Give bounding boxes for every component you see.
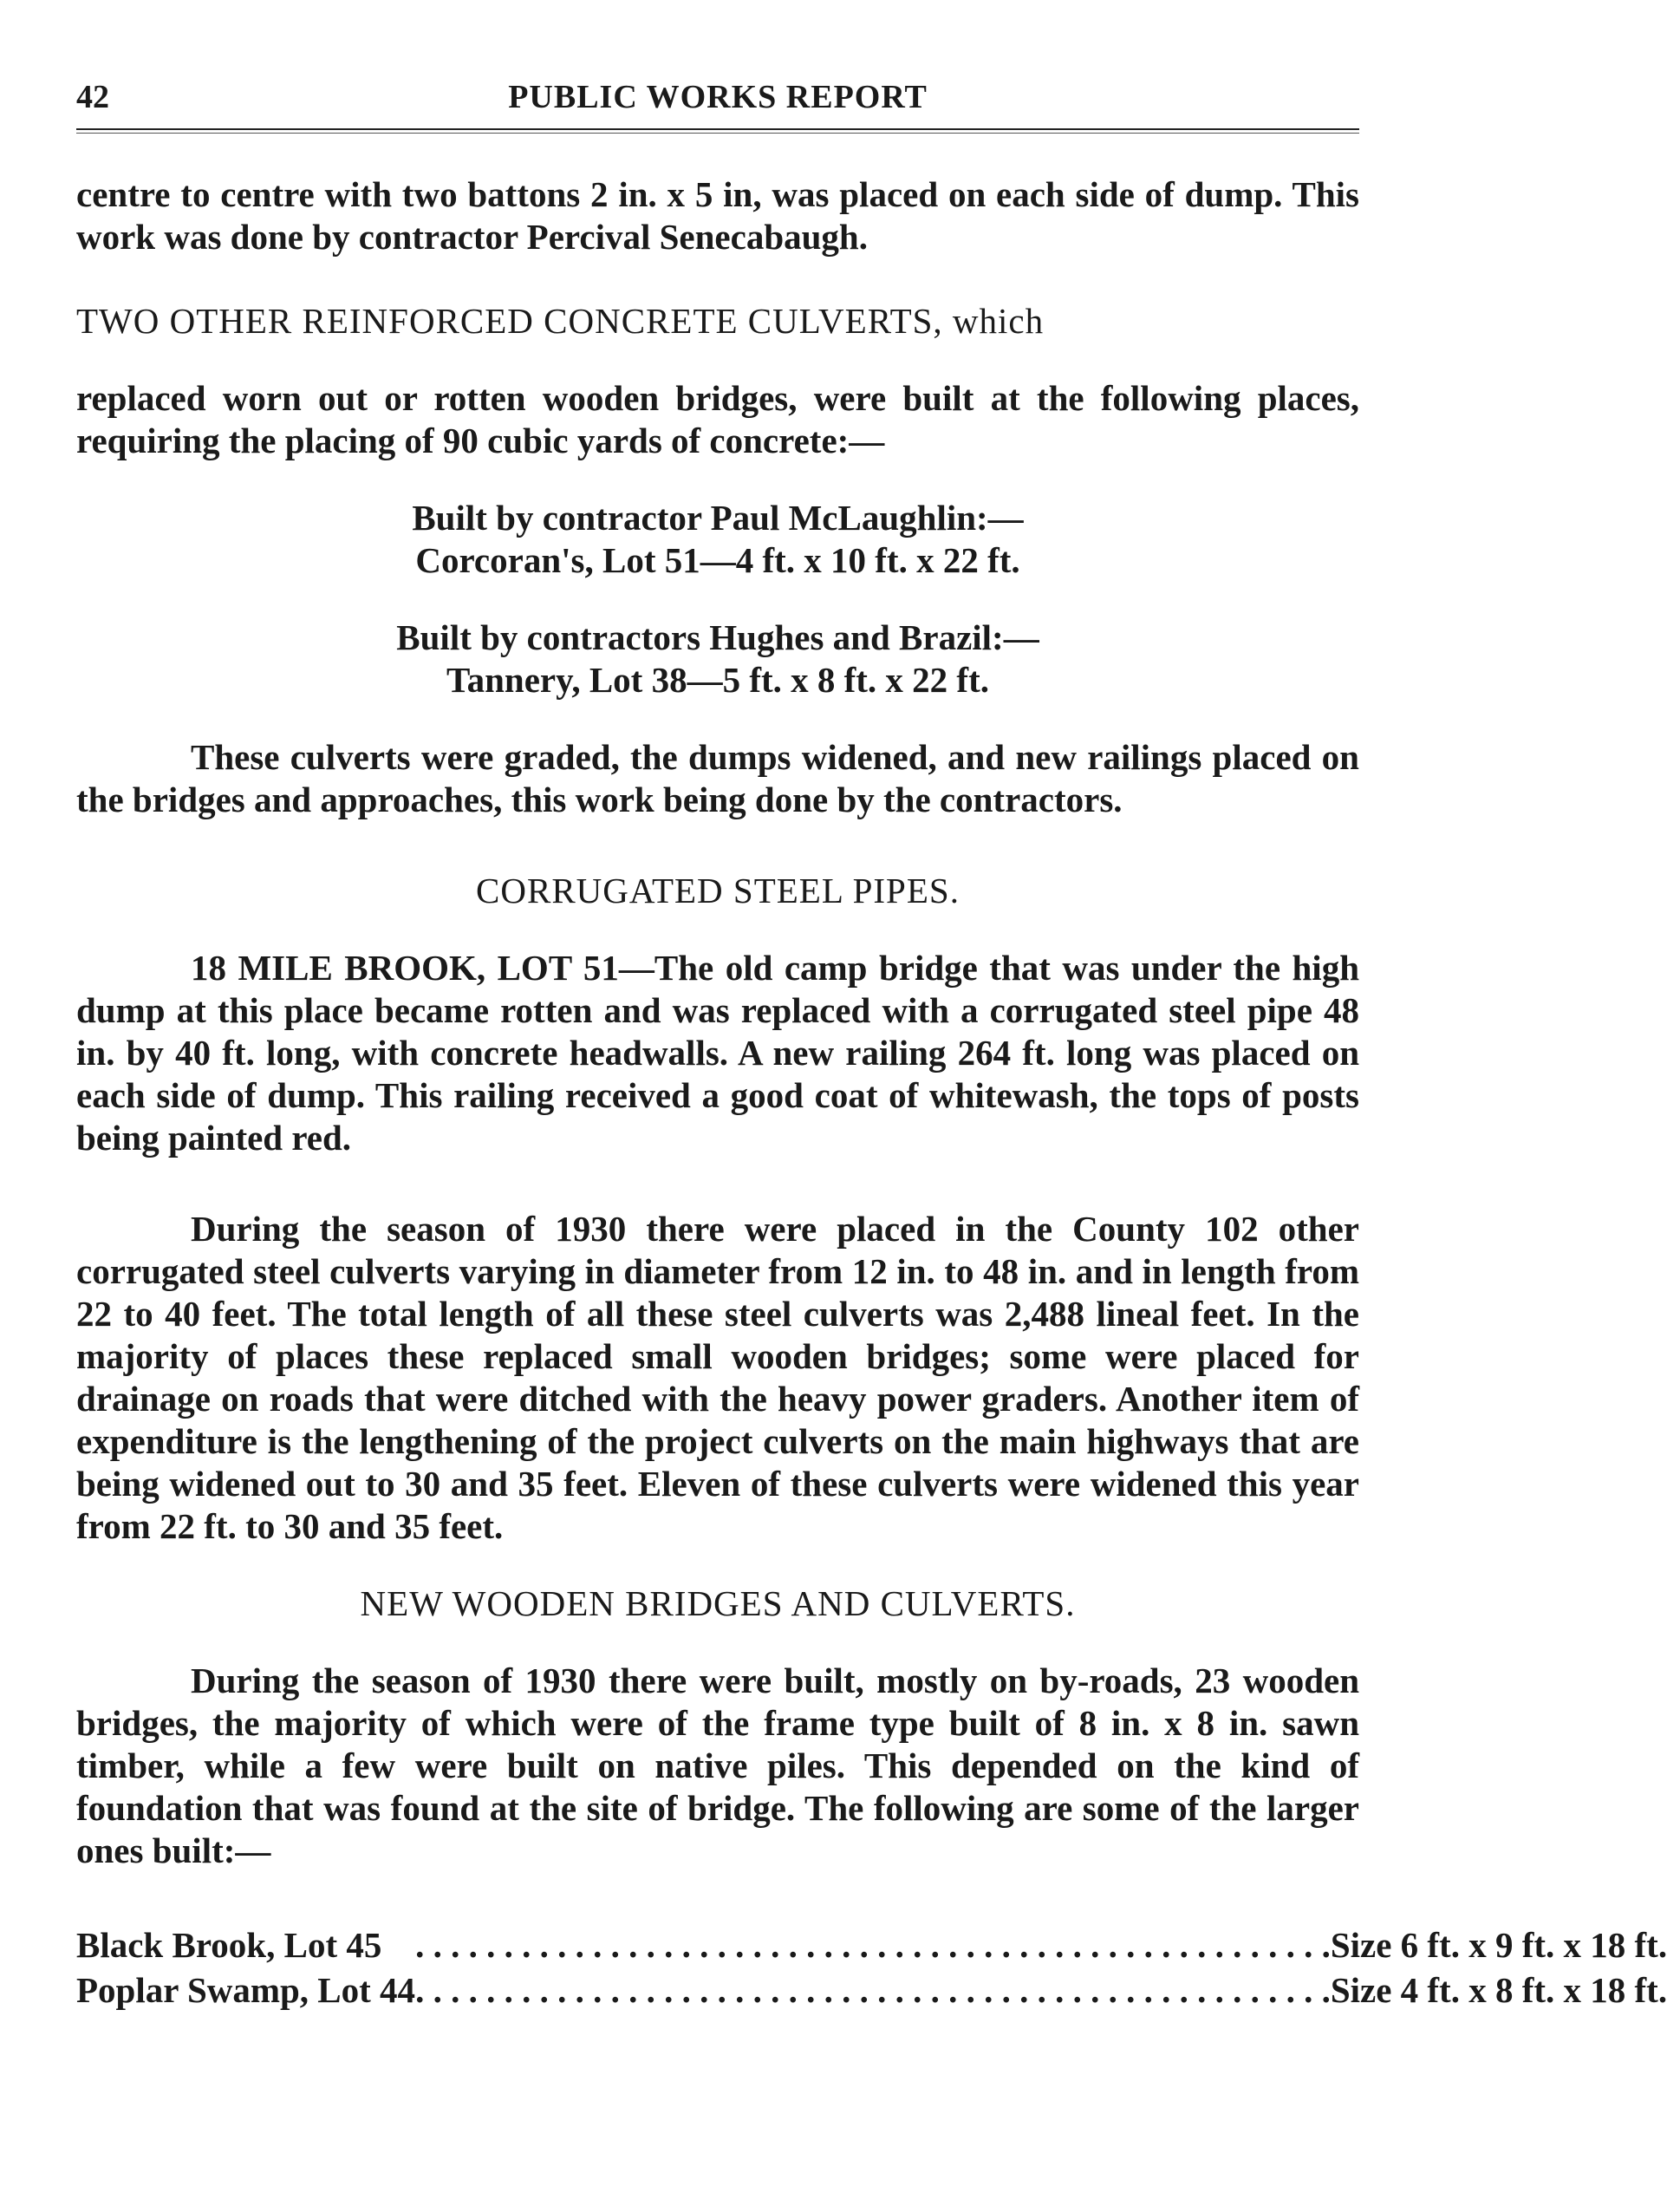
leader-dots	[415, 1967, 1331, 2013]
season-1930-paragraph: During the season of 1930 there were placed in the County 102 other corrugated steel culverts varying in diameter from 12 in. to 48 in. and in length from 22 to 40 feet. The total length of all these steel culverts was 2,488 lineal feet. In the majority of places these replaced small wooden bridges; some were placed for drainage on roads that were ditched with the heavy power graders. Another item of expenditure is the lengthening of the project culverts on the main highways that are being widened out to 30 and 35 feet. Eleven of these culverts were widened this year from 22 ft. to 30 and 35 feet.	[76, 1209, 1359, 1546]
contractor-1-line: Built by contractor Paul McLaughlin:—	[412, 498, 1024, 538]
leader-dots	[415, 1922, 1331, 1967]
page-body	[76, 173, 1667, 2013]
bridges-list	[76, 1922, 1667, 2013]
corrugated-pipes-heading: CORRUGATED STEEL PIPES.	[476, 871, 960, 910]
continued-paragraph: centre to centre with two battons 2 in. x 5 in, was placed on each side of dump. This work was done by contractor Percival Senecabaugh.	[76, 174, 1359, 257]
bridge-size: Size 4 ft. x 8 ft. x 18 ft.	[1330, 1970, 1667, 2010]
page-header	[76, 71, 1359, 123]
concrete-culverts-paragraph: replaced worn out or rotten wooden bridges, were built at the following places, requiring the placing of 90 cubic yards of concrete:—	[76, 378, 1359, 460]
list-item	[76, 1967, 1667, 2013]
running-title: PUBLIC WORKS REPORT	[508, 79, 928, 115]
bridge-size: Size 6 ft. x 9 ft. x 18 ft.	[1330, 1925, 1667, 1965]
culverts-graded-paragraph: These culverts were graded, the dumps widened, and new railings placed on the bridges and approaches, this work being done by the contractors.	[76, 737, 1359, 819]
list-item	[76, 1922, 1667, 1967]
culvert-1-line: Corcoran's, Lot 51—4 ft. x 10 ft. x 22 ft.	[415, 540, 1020, 580]
page-number: 42	[76, 79, 109, 115]
mile-brook-paragraph: 18 MILE BROOK, LOT 51—The old camp bridge that was under the high dump at this place became rotten and was replaced with a corrugated steel pipe 48 in. by 40 ft. long, with concrete headwalls. A new railing 264 ft. long was placed on each side of dump. This railing received a good coat of whitewash, the tops of posts being painted red.	[76, 948, 1359, 1158]
bridge-name: Poplar Swamp, Lot 44	[76, 1970, 416, 2010]
wooden-bridges-paragraph: During the season of 1930 there were built, mostly on by-roads, 23 wooden bridges, the majority of which were of the frame type built of 8 in. x 8 in. sawn timber, while a few were built on native piles. This depended on the kind of foundation that was found at the site of bridge. The following are some of the larger ones built:—	[76, 1661, 1359, 1870]
culvert-2-line: Tannery, Lot 38—5 ft. x 8 ft. x 22 ft.	[446, 660, 989, 700]
bridge-name: Black Brook, Lot 45	[76, 1925, 382, 1965]
wooden-bridges-heading: NEW WOODEN BRIDGES AND CULVERTS.	[360, 1583, 1076, 1623]
header-rule	[76, 128, 1359, 134]
contractor-2-line: Built by contractors Hughes and Brazil:—	[396, 617, 1039, 657]
concrete-culverts-heading: TWO OTHER REINFORCED CONCRETE CULVERTS, which	[76, 301, 1045, 341]
